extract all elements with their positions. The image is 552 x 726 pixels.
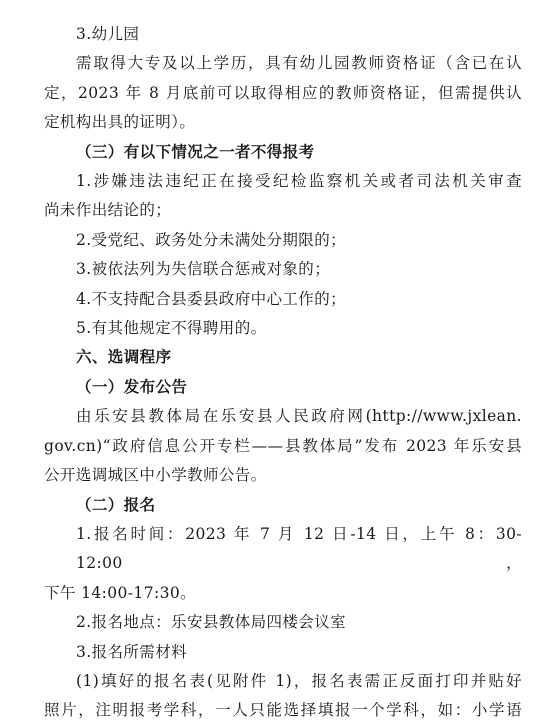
- subsection-2-heading: （二）报名: [76, 495, 156, 514]
- signup-time-line: 下午 14:00-17:30。: [44, 583, 197, 602]
- exclusion-item: 3.被依法列为失信联合惩戒对象的；: [76, 260, 331, 279]
- announcement-line: 由乐安县教体局在乐安县人民政府网(http://www.jxlean.: [76, 407, 522, 426]
- section-6-heading: 六、选调程序: [76, 348, 172, 367]
- kindergarten-heading: 3.幼儿园: [76, 25, 140, 43]
- kindergarten-requirement-line: 定，2023 年 8 月底前可以取得相应的教师资格证，但需提供认: [44, 83, 522, 102]
- exclusion-item: 2.受党纪、政务处分未满处分期限的；: [76, 230, 346, 249]
- exclusion-item: 尚未作出结论的；: [44, 201, 172, 220]
- signup-place-line: 2.报名地点：乐安县教体局四楼会议室: [76, 613, 346, 632]
- section-3-heading: （三）有以下情况之一者不得报考: [76, 142, 315, 161]
- announcement-line: gov.cn)“政府信息公开专栏——县教体局”发布 2023 年乐安县: [44, 436, 522, 455]
- exclusion-item: 5.有其他规定不得聘用的。: [76, 319, 267, 338]
- material-line: 照片，注明报考学科，一人只能选择填报一个学科，如：小学语: [44, 701, 522, 720]
- exclusion-item: 1.涉嫌违法违纪正在接受纪检监察机关或者司法机关审查: [76, 172, 522, 191]
- kindergarten-requirement-line: 需取得大专及以上学历，具有幼儿园教师资格证（含已在认: [76, 54, 522, 73]
- signup-materials-line: 3.报名所需材料: [76, 642, 187, 661]
- signup-time-line: 1.报名时间：2023 年 7 月 12 日-14 日，上午 8：30-12:00，: [76, 524, 522, 573]
- subsection-1-heading: （一）发布公告: [76, 377, 188, 396]
- kindergarten-requirement-line: 定机构出具的证明）。: [44, 113, 196, 132]
- exclusion-item: 4.不支持配合县委县政府中心工作的；: [76, 289, 346, 308]
- announcement-line: 公开选调城区中小学教师公告。: [44, 466, 267, 485]
- material-line: (1)填好的报名表(见附件 1)，报名表需正反面打印并贴好: [76, 671, 522, 690]
